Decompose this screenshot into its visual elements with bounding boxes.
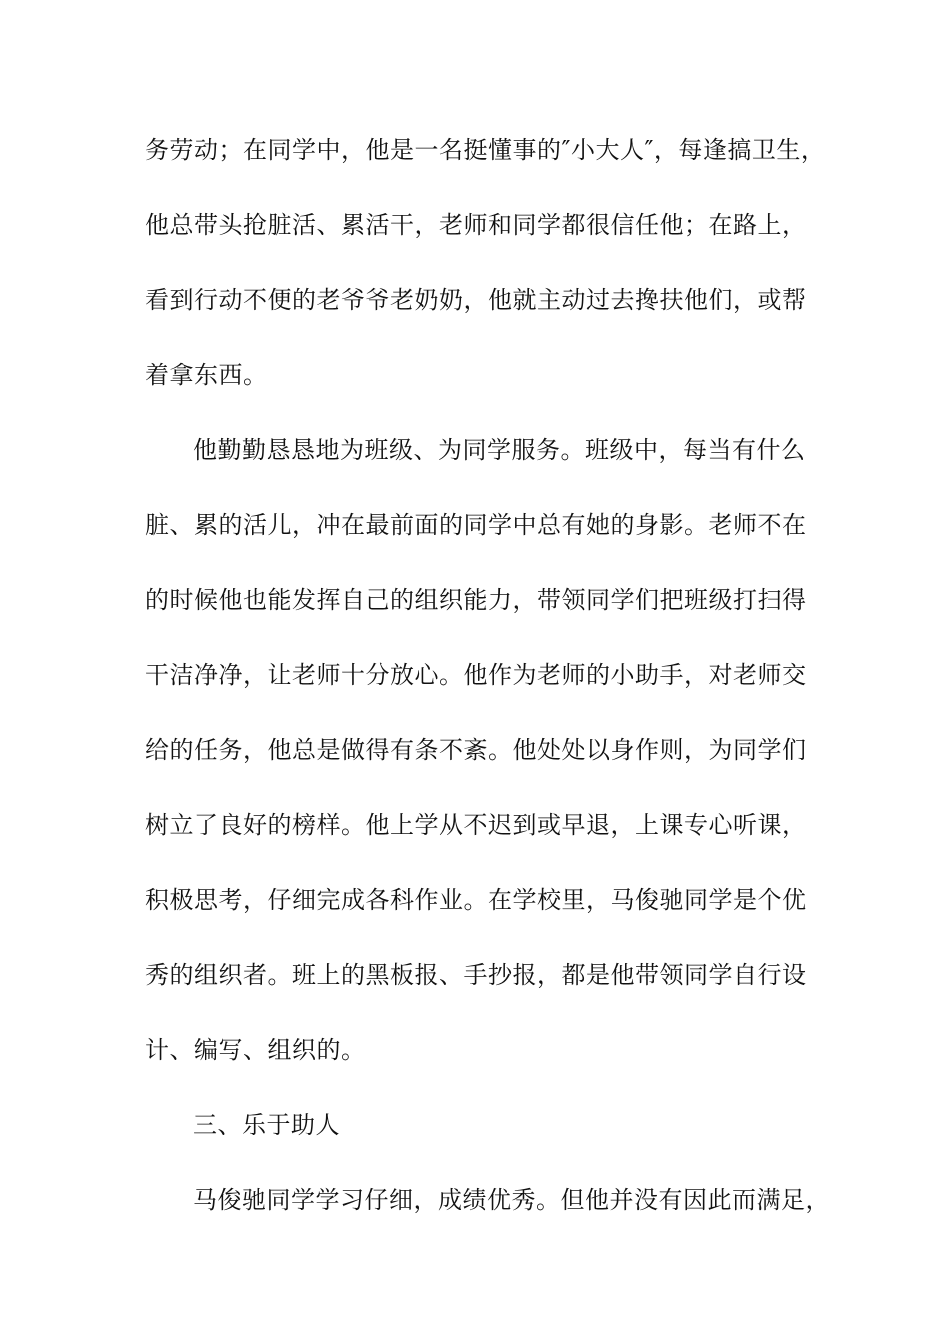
text-line: 的时候他也能发挥自己的组织能力，带领同学们把班级打扫得 (145, 586, 807, 614)
text-line: 计、编写、组织的。 (145, 1036, 366, 1064)
text-line: 务劳动；在同学中，他是一名挺懂事的″小大人″，每逢搞卫生， (145, 136, 826, 164)
text-line: 干洁净净，让老师十分放心。他作为老师的小助手，对老师交 (145, 661, 807, 689)
text-line: 积极思考，仔细完成各科作业。在学校里，马俊驰同学是个优 (145, 886, 807, 914)
text-line: 看到行动不便的老爷爷老奶奶，他就主动过去搀扶他们，或帮 (145, 286, 807, 314)
paragraph-first-line: 马俊驰同学学习仔细，成绩优秀。但他并没有因此而满足， (193, 1186, 830, 1214)
section-heading: 三、乐于助人 (193, 1111, 340, 1139)
text-line: 着拿东西。 (145, 361, 268, 389)
text-line: 脏、累的活儿，冲在最前面的同学中总有她的身影。老师不在 (145, 511, 807, 539)
text-line: 给的任务，他总是做得有条不紊。他处处以身作则，为同学们 (145, 736, 807, 764)
text-line: 他总带头抢脏活、累活干，老师和同学都很信任他；在路上， (145, 211, 807, 239)
text-line: 秀的组织者。班上的黑板报、手抄报，都是他带领同学自行设 (145, 961, 807, 989)
paragraph-first-line: 他勤勤恳恳地为班级、为同学服务。班级中，每当有什么 (193, 436, 806, 464)
text-line: 树立了良好的榜样。他上学从不迟到或早退，上课专心听课， (145, 811, 807, 839)
